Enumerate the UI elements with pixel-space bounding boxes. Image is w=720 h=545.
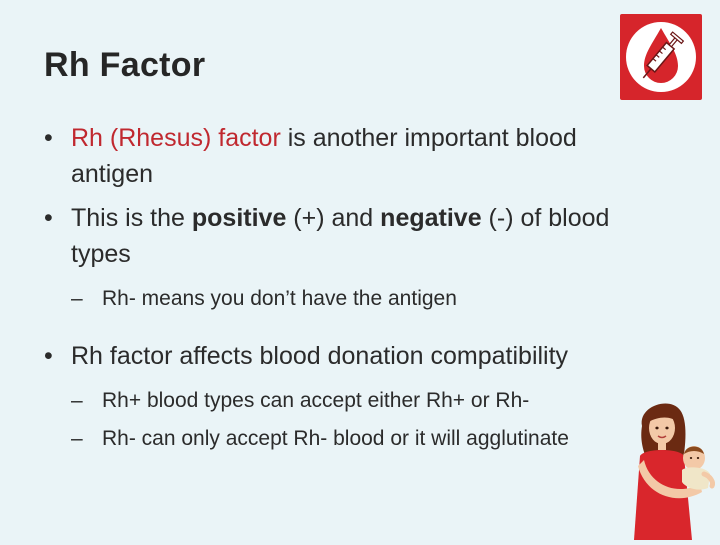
sub-bullet-item xyxy=(44,282,624,316)
sub-bullet-text: Rh- means you don’t have the antigen xyxy=(102,287,457,310)
bullet-text: (-) of blood types xyxy=(71,204,610,268)
sub-bullet-item xyxy=(44,384,624,418)
bullet-item xyxy=(44,120,624,192)
bullet-symbol: • xyxy=(44,342,53,370)
bullet-item xyxy=(44,200,624,272)
bullet-text: Rh factor affects blood donation compatibility xyxy=(71,342,569,370)
bullet-text-bold: positive xyxy=(191,204,287,232)
blood-drop-syringe-icon xyxy=(620,14,702,100)
bullet-item xyxy=(44,338,624,374)
bullet-text: (+) and xyxy=(286,204,381,232)
bullet-text: is another important blood antigen xyxy=(71,124,577,188)
slide-title: Rh Factor xyxy=(44,46,206,84)
bullet-symbol: • xyxy=(44,124,53,152)
bullet-text-highlight: Rh (Rhesus) factor xyxy=(71,124,281,152)
bullet-symbol: • xyxy=(44,204,53,232)
bullet-text-bold: negative xyxy=(380,204,482,232)
sub-bullet-symbol: – xyxy=(71,287,83,310)
sub-bullet-text: Rh- can only accept Rh- blood or it will agglutinate xyxy=(102,427,569,450)
bullet-text: This is the xyxy=(71,204,192,232)
sub-bullet-symbol: – xyxy=(71,427,83,450)
sub-bullet-text: Rh+ blood types can accept either Rh+ or Rh- xyxy=(102,389,530,412)
sub-bullet-item xyxy=(44,422,624,456)
mother-holding-baby-illustration xyxy=(620,396,720,540)
sub-bullet-symbol: – xyxy=(71,389,83,412)
bullet-list xyxy=(44,120,624,460)
